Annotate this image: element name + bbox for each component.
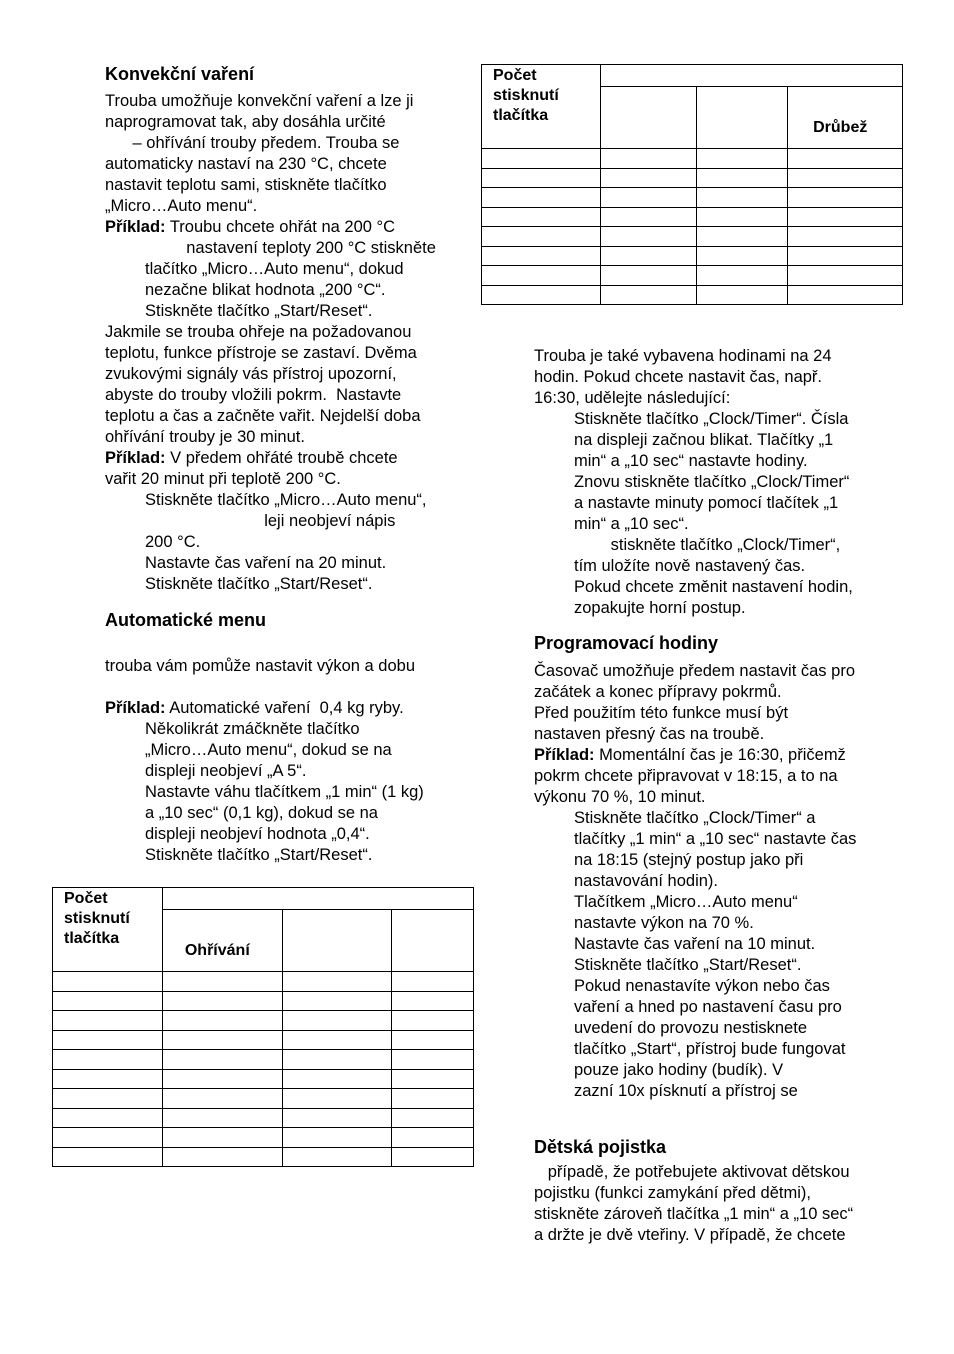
example-label: Příklad: <box>534 746 595 764</box>
timer-intro-line: nastaven přesný čas na troubě. <box>534 725 765 743</box>
heading-childlock: Dětská pojistka <box>534 1137 667 1157</box>
automenu-table-continued <box>481 64 903 305</box>
convection-ex2-step: Stiskněte tlačítko „Micro…Auto menu“, <box>145 491 427 509</box>
table-row <box>482 285 903 305</box>
clock-step: tím uložíte nově nastavený čas. <box>574 557 806 575</box>
timer-example-line: výkonu 70 %, 10 minut. <box>534 788 706 806</box>
table-row <box>53 1089 474 1109</box>
table-header-presses: Počet stisknutí tlačítka <box>53 888 163 972</box>
heading-timer: Programovací hodiny <box>534 633 719 653</box>
convection-ex2-step: leji neobjeví nápis <box>145 512 396 530</box>
convection-ex2-line: vařit 20 minut při teplotě 200 °C. <box>105 470 341 488</box>
table-header-cell <box>392 910 474 972</box>
clock-step: na displeji začnou blikat. Tlačítky „1 <box>574 431 834 449</box>
clock-step: min“ a „10 sec“. <box>574 515 689 533</box>
table-row <box>482 188 903 208</box>
table-row <box>482 149 903 169</box>
table-row <box>482 246 903 266</box>
automenu-step: displeji neobjeví „A 5“. <box>145 762 307 780</box>
table-row <box>482 207 903 227</box>
timer-step: Stiskněte tlačítko „Clock/Timer“ a <box>574 809 816 827</box>
clock-step: stiskněte tlačítko „Clock/Timer“, <box>574 536 841 554</box>
clock-intro-line: Trouba je také vybavena hodinami na 24 <box>534 347 832 365</box>
table-header-span <box>162 888 473 910</box>
timer-step: na 18:15 (stejný postup jako při <box>574 851 804 869</box>
convection-middle-line: abyste do trouby vložili pokrm. Nastavte <box>105 386 402 404</box>
automenu-example: Příklad: Automatické vaření 0,4 kg ryby. <box>105 699 404 717</box>
convection-example-2: Příklad: V předem ohřáté troubě chcete <box>105 449 398 467</box>
table-row <box>53 1050 474 1070</box>
clock-step: min“ a „10 sec“ nastavte hodiny. <box>574 452 808 470</box>
timer-step: tlačítko „Start“, přístroj bude fungovat <box>574 1040 846 1058</box>
timer-step: Stiskněte tlačítko „Start/Reset“. <box>574 956 802 974</box>
timer-example: Příklad: Momentální čas je 16:30, přičemž <box>534 746 846 764</box>
table-row <box>53 991 474 1011</box>
clock-step: Pokud chcete změnit nastavení hodin, <box>574 578 853 596</box>
convection-intro-line: nastavit teplotu sami, stiskněte tlačítko <box>105 176 387 194</box>
clock-step: a nastavte minuty pomocí tlačítek „1 <box>574 494 839 512</box>
clock-intro-line: 16:30, udělejte následující: <box>534 389 731 407</box>
automenu-step: „Micro…Auto menu“, dokud se na <box>145 741 392 759</box>
table-row <box>482 266 903 286</box>
convection-intro-line: – ohřívání trouby předem. Trouba se <box>105 134 400 152</box>
convection-middle-line: teplotu a čas a začněte vařit. Nejdelší doba <box>105 407 421 425</box>
table-row <box>53 1128 474 1148</box>
timer-step: pouze jako hodiny (budík). V <box>574 1061 784 1079</box>
timer-step: vaření a hned po nastavení času pro <box>574 998 842 1016</box>
clock-step: Stiskněte tlačítko „Clock/Timer“. Čísla <box>574 410 849 428</box>
convection-ex1-step: nastavení teploty 200 °C stiskněte <box>145 239 436 257</box>
automenu-step: a „10 sec“ (0,1 kg), dokud se na <box>145 804 378 822</box>
timer-step: uvedení do provozu nestisknete <box>574 1019 807 1037</box>
convection-ex1-step: Stiskněte tlačítko „Start/Reset“. <box>145 302 373 320</box>
convection-middle-line: zvukovými signály vás přístroj upozorní, <box>105 365 397 383</box>
table-row <box>53 1108 474 1128</box>
timer-intro-line: Časovač umožňuje předem nastavit čas pro <box>534 662 855 680</box>
timer-step: zazní 10x písknutí a přístroj se <box>574 1082 798 1100</box>
convection-middle-line: ohřívání trouby je 30 minut. <box>105 428 305 446</box>
childlock-line: a držte je dvě vteřiny. V případě, že chcete <box>534 1226 846 1244</box>
convection-middle-line: teplotu, funkce přístroje se zastaví. Dvěma <box>105 344 417 362</box>
childlock-line: pojistku (funkci zamykání před dětmi), <box>534 1184 811 1202</box>
automenu-step: displeji neobjeví hodnota „0,4“. <box>145 825 370 843</box>
left-column <box>105 62 465 866</box>
table-header-cell <box>282 910 392 972</box>
timer-example-line: pokrm chcete připravovat v 18:15, a to na <box>534 767 838 785</box>
table-row <box>53 1147 474 1167</box>
convection-ex1-step: tlačítko „Micro…Auto menu“, dokud <box>145 260 404 278</box>
table-row <box>53 1011 474 1031</box>
table-row <box>53 1030 474 1050</box>
clock-step: zopakujte horní postup. <box>574 599 746 617</box>
table-header-heating: Ohřívání <box>162 910 282 972</box>
convection-ex2-step: Nastavte čas vaření na 20 minut. <box>145 554 387 572</box>
timer-step: tlačítky „1 min“ a „10 sec“ nastavte čas <box>574 830 857 848</box>
table-header-poultry: Drůbež <box>788 87 903 149</box>
clock-step: Znovu stiskněte tlačítko „Clock/Timer“ <box>574 473 850 491</box>
timer-intro-line: Před použitím této funkce musí být <box>534 704 789 722</box>
heading-convection: Konvekční vaření <box>105 64 255 84</box>
childlock-line: případě, že potřebujete aktivovat dětskou <box>534 1163 850 1181</box>
timer-intro-line: začátek a konec přípravy pokrmů. <box>534 683 782 701</box>
timer-step: nastavte výkon na 70 %. <box>574 914 754 932</box>
convection-intro-line: naprogramovat tak, aby dosáhla určité <box>105 113 386 131</box>
automenu-step: Nastavte váhu tlačítkem „1 min“ (1 kg) <box>145 783 424 801</box>
table-row <box>53 1069 474 1089</box>
example-label: Příklad: <box>105 218 166 236</box>
table-header-cell <box>600 87 697 149</box>
example-label: Příklad: <box>105 699 166 717</box>
table-row <box>53 972 474 992</box>
automenu-step: Několikrát zmáčkněte tlačítko <box>145 720 360 738</box>
table-row <box>482 227 903 247</box>
convection-ex1-step: nezačne blikat hodnota „200 °C“. <box>145 281 386 299</box>
clock-intro-line: hodin. Pokud chcete nastavit čas, např. <box>534 368 823 386</box>
automenu-table <box>52 887 474 1167</box>
table-row <box>482 168 903 188</box>
timer-step: nastavování hodin). <box>574 872 719 890</box>
timer-step: Pokud nenastavíte výkon nebo čas <box>574 977 830 995</box>
convection-middle-line: Jakmile se trouba ohřeje na požadovanou <box>105 323 412 341</box>
convection-example-1: Příklad: Troubu chcete ohřát na 200 °C <box>105 218 396 236</box>
automenu-intro: trouba vám pomůže nastavit výkon a dobu <box>105 657 416 675</box>
table-header-cell <box>697 87 788 149</box>
table-header-span <box>600 65 902 87</box>
convection-ex2-step: Stiskněte tlačítko „Start/Reset“. <box>145 575 373 593</box>
childlock-line: stiskněte zároveň tlačítka „1 min“ a „10 sec“ <box>534 1205 854 1223</box>
convection-intro-line: „Micro…Auto menu“. <box>105 197 258 215</box>
right-column <box>534 346 894 1246</box>
convection-intro-line: automaticky nastaví na 230 °C, chcete <box>105 155 387 173</box>
timer-step: Nastavte čas vaření na 10 minut. <box>574 935 816 953</box>
example-label: Příklad: <box>105 449 166 467</box>
table-header-presses: Počet stisknutí tlačítka <box>482 65 601 149</box>
convection-intro-line: Trouba umožňuje konvekční vaření a lze ji <box>105 92 414 110</box>
convection-ex2-step: 200 °C. <box>145 533 201 551</box>
timer-step: Tlačítkem „Micro…Auto menu“ <box>574 893 798 911</box>
heading-automenu: Automatické menu <box>105 610 267 630</box>
automenu-step: Stiskněte tlačítko „Start/Reset“. <box>145 846 373 864</box>
